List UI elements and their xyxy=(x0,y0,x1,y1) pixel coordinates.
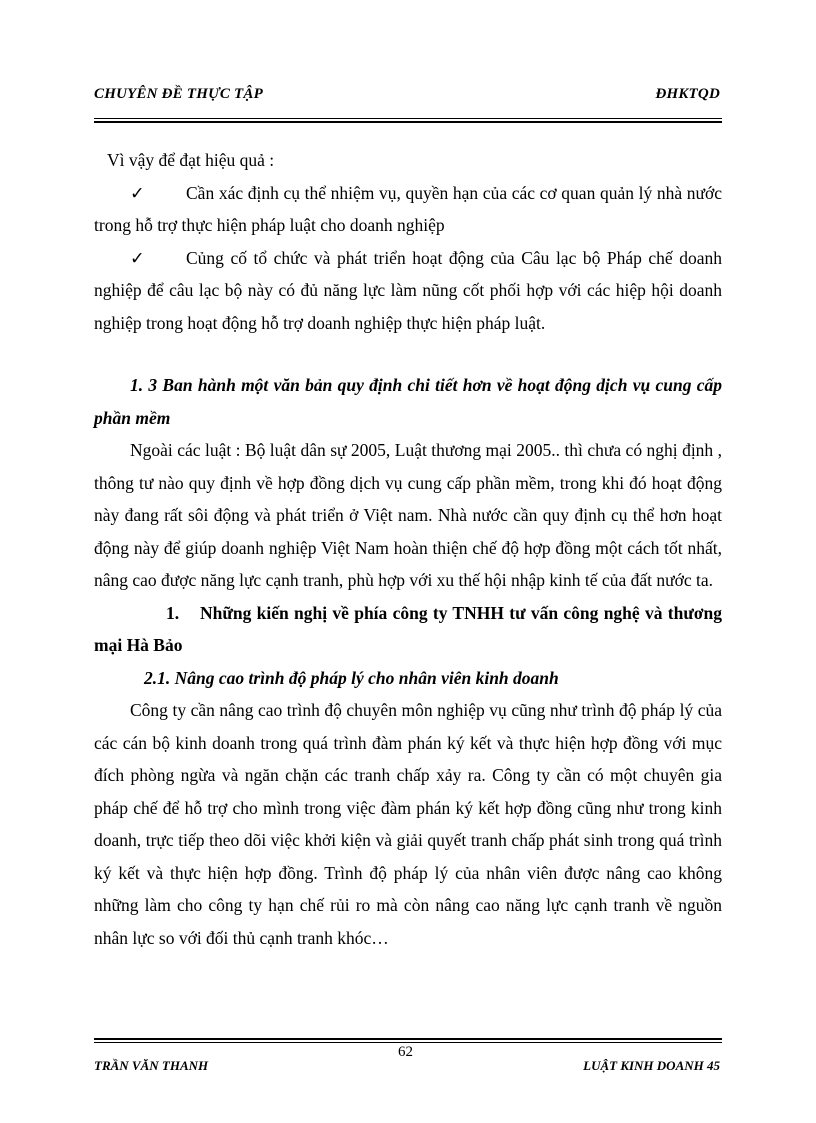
header-rule-thin xyxy=(94,118,722,119)
page-body xyxy=(94,144,722,954)
check-icon: ✓ xyxy=(130,247,145,268)
section-1-3-paragraph: Ngoài các luật : Bộ luật dân sự 2005, Luật thương mại 2005.. thì chưa có nghị định , thông tư nào quy định về hợp đồng dịch vụ cung cấp phần mềm, trong khi đó hoạt động này đang rất sôi động và phát triển ở Việt nam. Nhà nước cần quy định cụ thể hơn hoạt động này để giúp doanh nghiệp Việt Nam hoàn thiện chế độ hợp đồng một cách tốt nhất, nâng cao được năng lực cạnh tranh, phù hợp với xu thế hội nhập kinh tế của đất nước ta. xyxy=(94,440,722,590)
footer-rule-thin xyxy=(94,1042,722,1043)
intro-paragraph: Vì vậy để đạt hiệu quả : xyxy=(107,150,275,170)
section-heading-2-text: Những kiến nghị về phía công ty TNHH tư vấn công nghệ và thương mại Hà Bảo xyxy=(94,602,722,655)
footer-author: TRẦN VĂN THANH xyxy=(94,1058,209,1073)
footer-rule-thick xyxy=(94,1038,722,1040)
page-number: 62 xyxy=(398,1044,413,1060)
section-number: 1. xyxy=(166,602,180,623)
section-heading-2 xyxy=(94,597,722,662)
section-heading-2-1: 2.1. Nâng cao trình độ pháp lý cho nhân viên kinh doanh xyxy=(144,667,559,688)
header-title-left: CHUYÊN ĐỀ THỰC TẬP xyxy=(94,86,263,102)
header-title-right: ĐHKTQD xyxy=(655,86,720,102)
footer-class: LUẬT KINH DOANH 45 xyxy=(583,1058,720,1073)
check-icon: ✓ xyxy=(130,182,145,203)
bullet-text: Cần xác định cụ thể nhiệm vụ, quyền hạn của các cơ quan quản lý nhà nước trong hỗ trợ thực hiện pháp luật cho doanh nghiệp xyxy=(94,182,722,235)
section-2-1-paragraph: Công ty cần nâng cao trình độ chuyên môn nghiệp vụ cũng như trình độ pháp lý của các cán bộ kinh doanh trong quá trình đàm phán ký kết và thực hiện hợp đồng với mục đích phòng ngừa và ngăn chặn các tranh chấp xảy ra. Công ty cần có một chuyên gia pháp chế để hỗ trợ cho mình trong việc đàm phán ký kết hợp đồng cũng như trong kinh doanh, trực tiếp theo dõi việc khởi kiện và giải quyết tranh chấp phát sinh trong quá trình ký kết và thực hiện hợp đồng. Trình độ pháp lý của nhân viên được nâng cao không những làm cho công ty hạn chế rủi ro mà còn nâng cao năng lực cạnh tranh về nguồn nhân lực so với đối thủ cạnh tranh khóc… xyxy=(94,700,722,948)
bullet-text: Củng cố tổ chức và phát triển hoạt động của Câu lạc bộ Pháp chế doanh nghiệp để câu lạc bộ này có đủ năng lực làm nũng cốt phối hợp với các hiệp hội doanh nghiệp trong hoạt động hỗ trợ doanh nghiệp thực hiện pháp luật. xyxy=(94,247,722,333)
bullet-item xyxy=(94,177,722,242)
header-rule-thick xyxy=(94,121,722,123)
bullet-item xyxy=(94,242,722,340)
section-heading-1-3: 1. 3 Ban hành một văn bản quy định chi tiết hơn về hoạt động dịch vụ cung cấp phần mềm xyxy=(94,375,722,428)
